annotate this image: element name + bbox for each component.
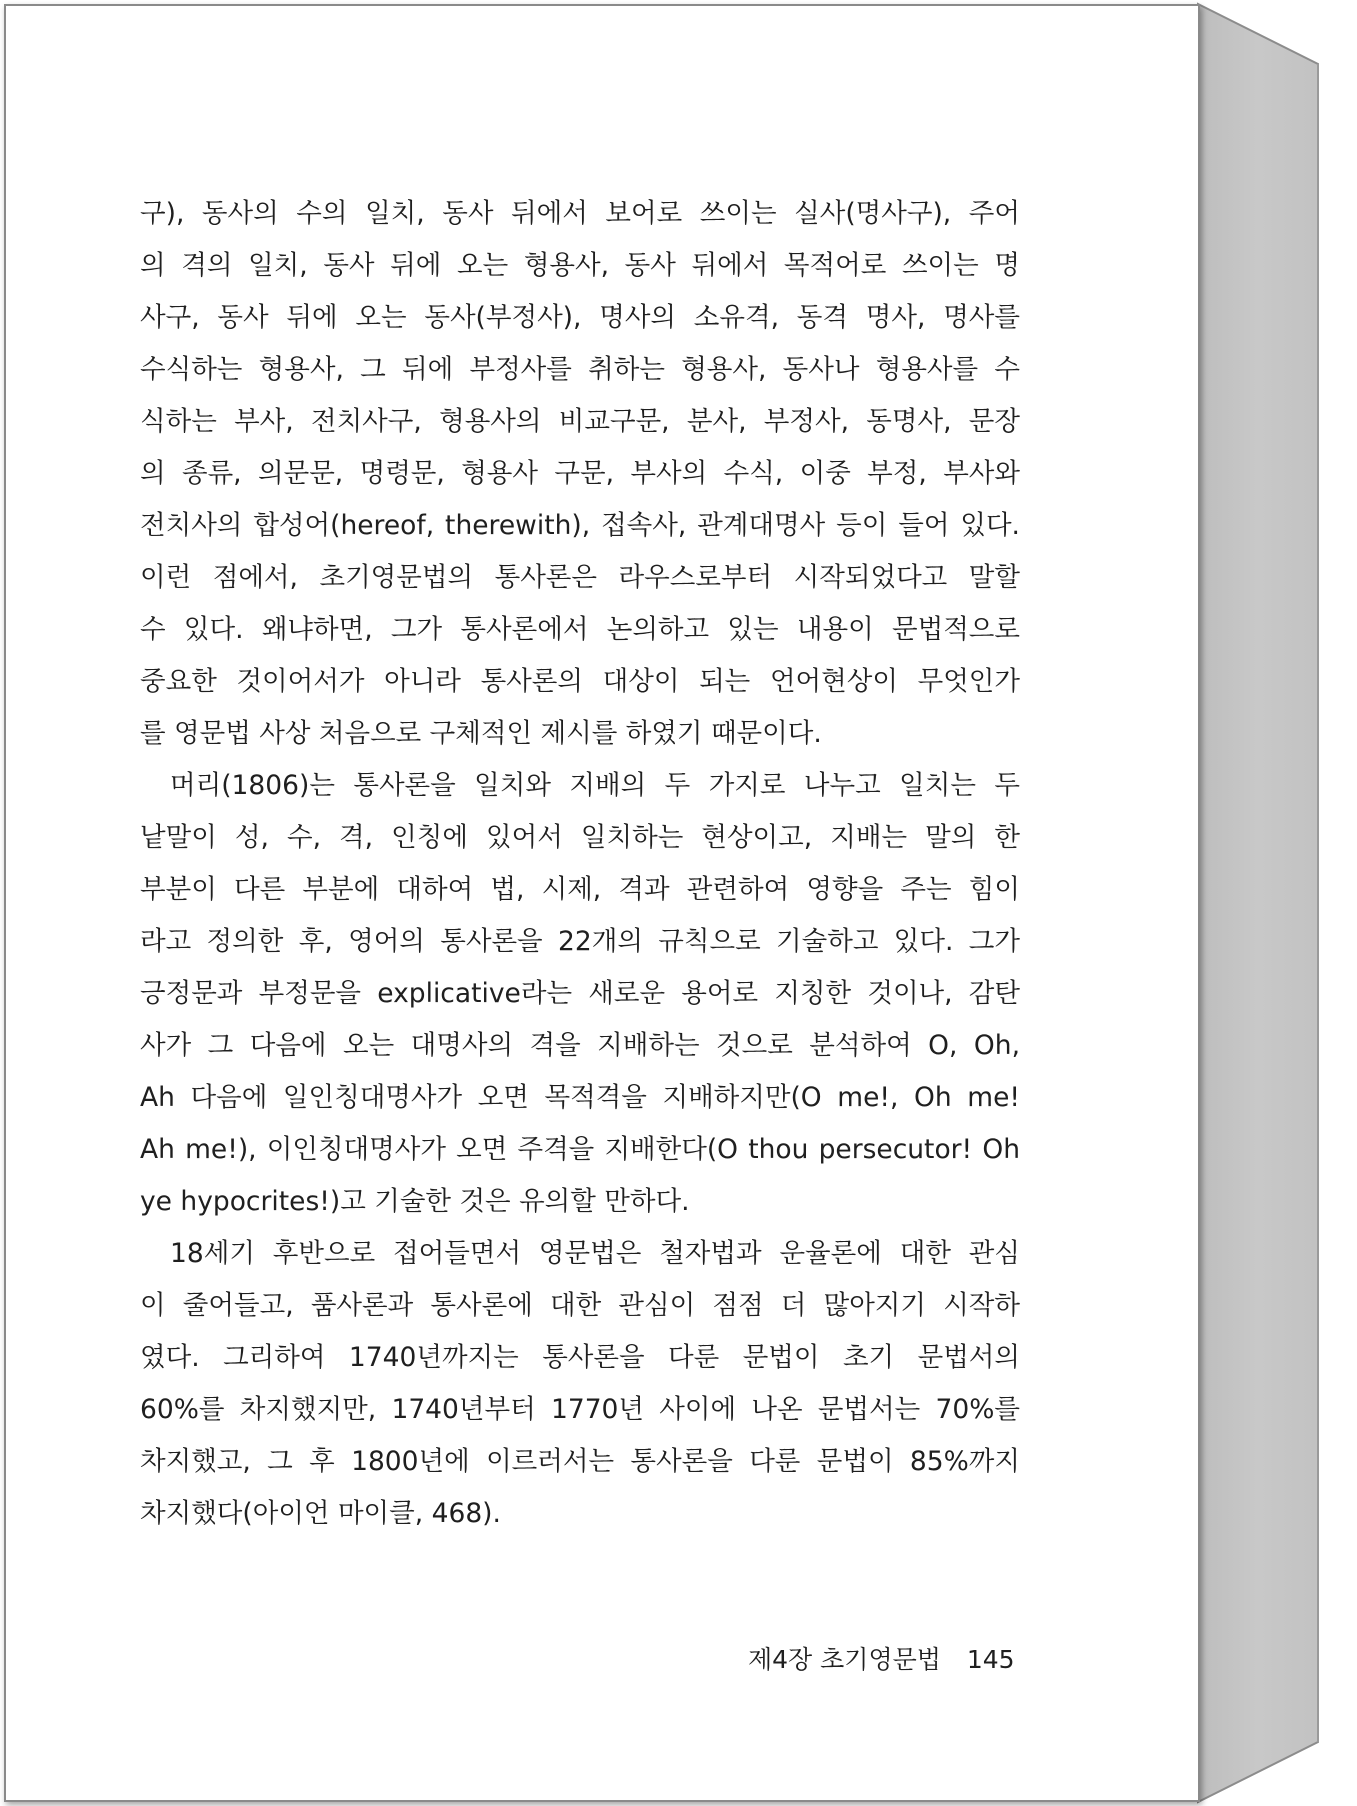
text-line: 라고 정의한 후, 영어의 통사론을 22개의 규칙으로 기술하고 있다. 그가 <box>140 926 1020 957</box>
text-line: Ah 다음에 일인칭대명사가 오면 목적격을 지배하지만(O me!, Oh me! <box>140 1082 1020 1113</box>
text-line: Ah me!), 이인칭대명사가 오면 주격을 지배한다(O thou persecutor! Oh <box>140 1134 1020 1165</box>
text-line: 전치사의 합성어(hereof, therewith), 접속사, 관계대명사 등이 들어 있다. <box>140 510 1020 541</box>
text-line: 의 격의 일치, 동사 뒤에 오는 형용사, 동사 뒤에서 목적어로 쓰이는 명 <box>140 250 1020 281</box>
text-line: 차지했다(아이언 마이클, 468). <box>140 1498 501 1529</box>
paragraph <box>140 760 1020 1228</box>
text-line: 의 종류, 의문문, 명령문, 형용사 구문, 부사의 수식, 이중 부정, 부사와 <box>140 458 1020 489</box>
page-number: 145 <box>966 1645 1015 1674</box>
paragraph <box>140 1228 1020 1540</box>
text-line: 머리(1806)는 통사론을 일치와 지배의 두 가지로 나누고 일치는 두 <box>170 770 1020 801</box>
text-line: 낱말이 성, 수, 격, 인칭에 있어서 일치하는 현상이고, 지배는 말의 한 <box>140 822 1020 853</box>
text-line: 수식하는 형용사, 그 뒤에 부정사를 취하는 형용사, 동사나 형용사를 수 <box>140 354 1020 385</box>
text-line: 18세기 후반으로 접어들면서 영문법은 철자법과 운율론에 대한 관심 <box>170 1238 1020 1269</box>
text-line: 부분이 다른 부분에 대하여 법, 시제, 격과 관련하여 영향을 주는 힘이 <box>140 874 1020 905</box>
text-line: 긍정문과 부정문을 explicative라는 새로운 용어로 지칭한 것이나, 감탄 <box>140 978 1020 1009</box>
text-line: 중요한 것이어서가 아니라 통사론의 대상이 되는 언어현상이 무엇인가 <box>140 666 1020 697</box>
text-line: 구), 동사의 수의 일치, 동사 뒤에서 보어로 쓰이는 실사(명사구), 주어 <box>140 198 1020 229</box>
text-line: 를 영문법 사상 처음으로 구체적인 제시를 하였기 때문이다. <box>140 718 822 749</box>
text-line: 였다. 그리하여 1740년까지는 통사론을 다룬 문법이 초기 문법서의 <box>140 1342 1020 1373</box>
text-line: 사구, 동사 뒤에 오는 동사(부정사), 명사의 소유격, 동격 명사, 명사를 <box>140 302 1020 333</box>
body-text <box>140 188 1020 1540</box>
running-footer-chapter: 제4장 초기영문법 <box>748 1645 941 1674</box>
text-line: 이 줄어들고, 품사론과 통사론에 대한 관심이 점점 더 많아지기 시작하 <box>140 1290 1020 1321</box>
page-footer <box>748 1640 1015 1676</box>
text-line: ye hypocrites!)고 기술한 것은 유의할 만하다. <box>140 1186 690 1217</box>
paragraph <box>140 188 1020 760</box>
text-line: 사가 그 다음에 오는 대명사의 격을 지배하는 것으로 분석하여 O, Oh, <box>140 1030 1020 1061</box>
text-line: 차지했고, 그 후 1800년에 이르러서는 통사론을 다룬 문법이 85%까지 <box>140 1446 1020 1477</box>
text-line: 60%를 차지했지만, 1740년부터 1770년 사이에 나온 문법서는 70%를 <box>140 1394 1020 1425</box>
text-line: 이런 점에서, 초기영문법의 통사론은 라우스로부터 시작되었다고 말할 <box>140 562 1020 593</box>
text-line: 식하는 부사, 전치사구, 형용사의 비교구문, 분사, 부정사, 동명사, 문장 <box>140 406 1020 437</box>
text-line: 수 있다. 왜냐하면, 그가 통사론에서 논의하고 있는 내용이 문법적으로 <box>140 614 1020 645</box>
